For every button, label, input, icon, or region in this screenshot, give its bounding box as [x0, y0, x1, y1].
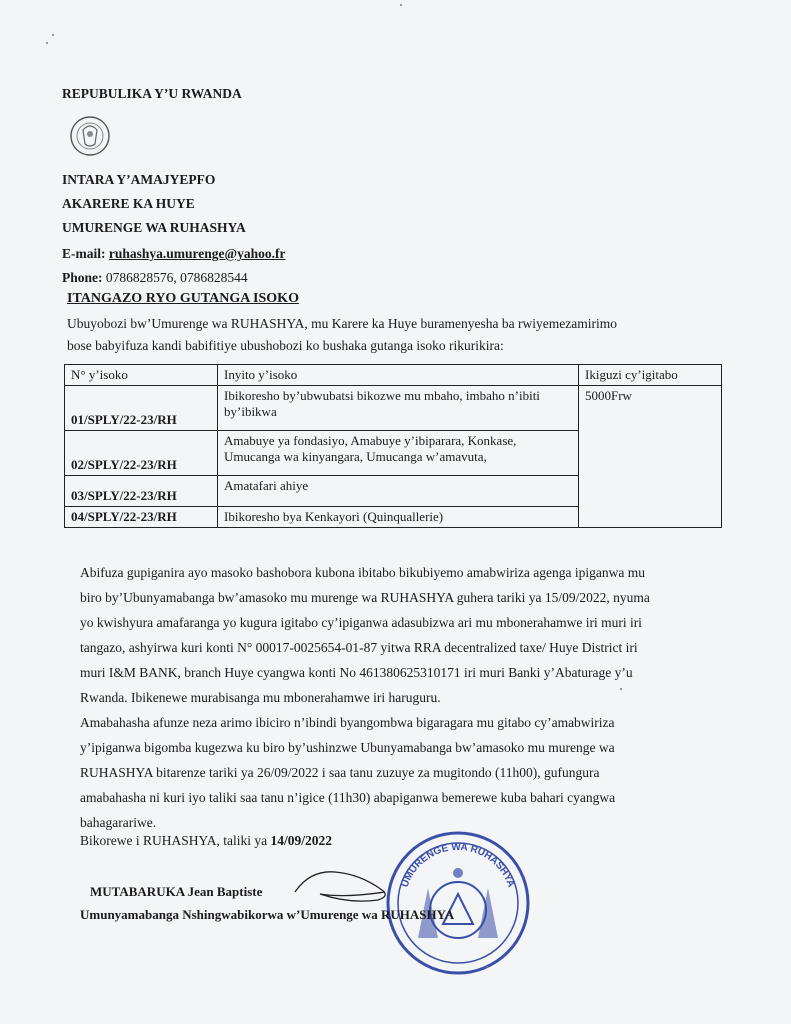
stamp-text: UMURENGE WA RUHASHYA	[399, 841, 517, 889]
intro-line: bose babyifuza kandi babifitiye ubushobozi ko bushaka gutanga isoko rikurikira:	[67, 338, 504, 353]
place-date-line	[80, 833, 332, 849]
scan-speck	[400, 4, 402, 6]
tender-table	[64, 364, 722, 528]
tender-code: 01/SPLY/22-23/RH	[65, 386, 218, 431]
tender-code: 04/SPLY/22-23/RH	[65, 507, 218, 528]
intro-paragraph	[67, 313, 719, 357]
email-label: E-mail:	[62, 246, 106, 261]
signer-name: MUTABARUKA Jean Baptiste	[90, 884, 263, 899]
body-paragraph	[80, 562, 720, 834]
tender-item: Ibikoresho by’ubwubatsi bikozwe mu mbaho, imbaho n’ibiti by’ibikwa	[218, 386, 579, 431]
country-heading: REPUBULIKA Y’U RWANDA	[62, 86, 242, 101]
body-line: Rwanda. Ibikenewe murabisanga mu mbonerahamwe iri haruguru.	[80, 690, 441, 705]
scan-speck	[52, 34, 54, 36]
intro-line: Ubuyobozi bw’Umurenge wa RUHASHYA, mu Karere ka Huye buramenyesha ba rwiyemezamirimo	[67, 316, 617, 331]
email-link[interactable]: ruhashya.umurenge@yahoo.fr	[108, 246, 286, 261]
phone-numbers: 0786828576, 0786828544	[105, 270, 248, 285]
body-line: amabahasha ni kuri iyo taliki saa tanu n’igice (11h30) abapiganwa bemerewe kuba bahari cyangwa	[80, 790, 616, 805]
body-line: yo kwishyura amafaranga yo kugura igitabo cy’ipiganwa adasubizwa ari mu mbonerahamwe iri muri iri	[80, 615, 642, 630]
notice-title: ITANGAZO RYO GUTANGA ISOKO	[67, 291, 299, 306]
column-header-price: Ikiguzi cy’igitabo	[579, 365, 722, 386]
tender-code: 03/SPLY/22-23/RH	[65, 476, 218, 507]
table-header-row	[65, 365, 722, 386]
place-date-prefix: Bikorewe i RUHASHYA, taliki ya	[80, 833, 271, 848]
signer-title: Umunyamabanga Nshingwabikorwa w’Umurenge wa RUHASHYA	[80, 907, 455, 922]
body-line: RUHASHYA bitarenze tariki ya 26/09/2022 i saa tanu zuzuye za mugitondo (11h00), gufungura	[80, 765, 600, 780]
body-line: tangazo, ashyirwa kuri konti N° 00017-0025654-01-87 yitwa RRA decentralized taxe/ Huye District iri	[80, 640, 638, 655]
column-header-item: Inyito y’isoko	[218, 365, 579, 386]
body-line: bahagarariwe.	[80, 815, 157, 830]
body-line: Abifuza gupiganira ayo masoko bashobora kubona ibitabo bikubiyemo amabwiriza agenga ipiganwa mu	[80, 565, 645, 580]
province-heading: INTARA Y’AMAJYEPFO	[62, 172, 216, 187]
column-header-number: N° y’isoko	[65, 365, 218, 386]
sector-heading: UMURENGE WA RUHASHYA	[62, 220, 246, 235]
scan-speck	[486, 966, 488, 968]
coat-of-arms-icon	[68, 112, 112, 160]
handwritten-signature-icon	[290, 862, 420, 912]
issue-date: 14/09/2022	[270, 833, 332, 848]
tender-item: Ibikoresho bya Kenkayori (Quinquallerie)	[218, 507, 579, 528]
phone-line	[62, 270, 248, 286]
tender-price: 5000Frw	[579, 386, 722, 528]
tender-item: Amatafari ahiye	[218, 476, 579, 507]
tender-item: Amabuye ya fondasiyo, Amabuye y’ibiparara, Konkase, Umucanga wa kinyangara, Umucanga w’amavuta,	[218, 431, 579, 476]
scan-speck	[46, 42, 48, 44]
tender-code: 02/SPLY/22-23/RH	[65, 431, 218, 476]
body-line: muri I&M BANK, branch Huye cyangwa konti No 461380625310171 iri muri Banki y’Abaturage y’u	[80, 665, 633, 680]
body-line: Amabahasha afunze neza arimo ibiciro n’ibindi byangombwa bigaragara mu gitabo cy’amabwiriza	[80, 715, 615, 730]
phone-label: Phone:	[62, 270, 103, 285]
table-row	[65, 386, 722, 431]
district-heading: AKARERE KA HUYE	[62, 196, 195, 211]
body-line: y’ipiganwa bigomba kugezwa ku biro by’ushinzwe Ubunyamabanga bw’amasoko mu murenge wa	[80, 740, 615, 755]
body-line: biro by’Ubunyamabanga bw’amasoko mu murenge wa RUHASHYA guhera tariki ya 15/09/2022, nyuma	[80, 590, 650, 605]
email-line	[62, 246, 285, 262]
